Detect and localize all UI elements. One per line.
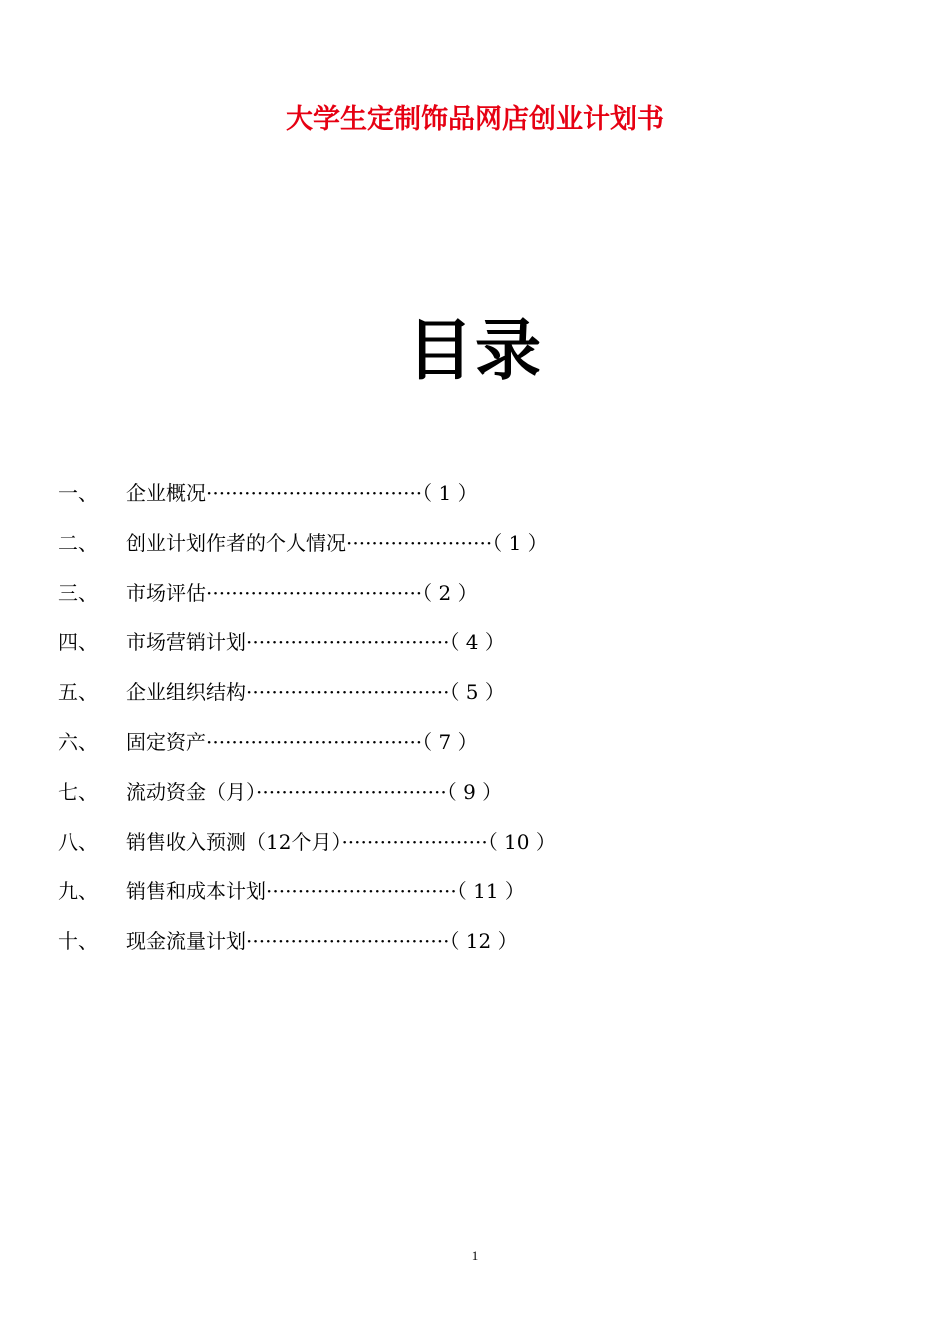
toc-entry-page: （ 9 ） (447, 780, 502, 804)
toc-entry-number: 五、 (58, 680, 98, 705)
toc-entry-title: 市场营销计划 (126, 630, 246, 655)
toc-entry-title: 流动资金（月） (126, 779, 256, 804)
toc-entry-text (126, 622, 505, 662)
toc-entry-number: 一、 (58, 481, 98, 505)
toc-entry-title: 销售和成本计划 (126, 879, 266, 904)
toc-entry-leader: ······························ (256, 779, 447, 804)
toc-entry[interactable] (58, 672, 918, 722)
toc-entry-text (126, 573, 478, 613)
toc-entry[interactable] (58, 573, 918, 623)
toc-entry-page: （ 4 ） (449, 630, 504, 654)
toc-heading: 目录 (407, 311, 543, 389)
toc-entry-text (126, 921, 518, 961)
toc-list (58, 473, 918, 971)
toc-entry-title: 创业计划作者的个人情况 (126, 530, 346, 555)
toc-entry-leader: ······················· (341, 829, 488, 854)
toc-entry-number: 九、 (58, 879, 98, 904)
toc-entry-title: 企业概况 (126, 481, 206, 505)
toc-entry-number: 二、 (58, 530, 98, 555)
toc-entry-page: （ 5 ） (449, 680, 504, 704)
toc-entry[interactable] (58, 772, 918, 822)
toc-entry[interactable] (58, 822, 918, 872)
toc-entry-page: （ 10 ） (488, 830, 556, 854)
toc-entry-number: 六、 (58, 729, 98, 754)
toc-entry-title: 现金流量计划 (126, 929, 246, 954)
toc-entry-text (126, 672, 505, 712)
toc-entry-number: 八、 (58, 829, 98, 854)
toc-entry-title: 市场评估 (126, 580, 206, 605)
toc-entry-number: 七、 (58, 779, 98, 804)
toc-entry-number: 十、 (58, 929, 98, 954)
toc-entry-title: 固定资产 (126, 729, 206, 754)
toc-entry-leader: ·································· (206, 481, 423, 505)
toc-entry-leader: ································ (246, 929, 450, 954)
document-title: 大学生定制饰品网店创业计划书 (286, 104, 664, 135)
toc-entry-leader: ·································· (206, 729, 423, 754)
toc-entry-number: 四、 (58, 630, 98, 655)
toc-entry-text (126, 523, 548, 563)
toc-entry-page: （ 1 ） (422, 481, 477, 505)
toc-entry-text (126, 722, 478, 762)
toc-entry-leader: ································ (246, 630, 450, 655)
toc-entry-title: 销售收入预测（12个月） (126, 829, 342, 854)
toc-entry[interactable] (58, 921, 918, 971)
toc-entry[interactable] (58, 871, 918, 921)
toc-entry-text (126, 473, 478, 513)
toc-entry-text (126, 772, 502, 812)
toc-entry[interactable] (58, 523, 918, 573)
toc-entry-leader: ·································· (206, 580, 423, 605)
toc-entry-text (126, 871, 525, 911)
toc-entry-number: 三、 (58, 580, 98, 605)
toc-entry-page: （ 2 ） (422, 581, 477, 605)
toc-entry[interactable] (58, 473, 918, 523)
toc-entry[interactable] (58, 622, 918, 672)
toc-entry[interactable] (58, 722, 918, 772)
toc-entry-title: 企业组织结构 (126, 680, 246, 705)
toc-entry-text (126, 822, 556, 862)
toc-entry-leader: ································ (246, 680, 450, 705)
toc-entry-leader: ······························ (266, 879, 457, 904)
toc-entry-page: （ 11 ） (457, 879, 525, 903)
toc-entry-page: （ 7 ） (422, 730, 477, 754)
toc-entry-page: （ 1 ） (492, 531, 547, 555)
toc-entry-leader: ······················· (346, 530, 493, 555)
toc-entry-page: （ 12 ） (449, 929, 517, 953)
page-number: 1 (471, 1248, 479, 1263)
